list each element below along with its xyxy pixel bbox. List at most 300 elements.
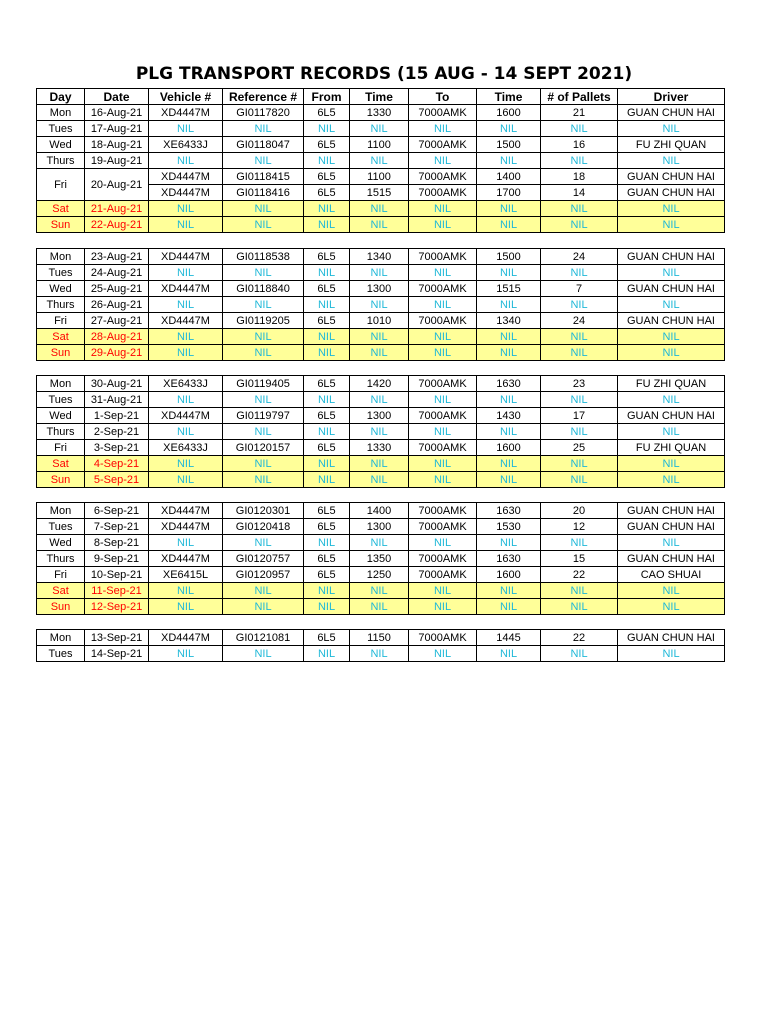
reference-cell: NIL — [223, 217, 304, 233]
time-in-cell: NIL — [477, 472, 541, 488]
time-in-cell: 1630 — [477, 503, 541, 519]
date-cell: 29-Aug-21 — [85, 345, 149, 361]
table-row — [37, 599, 725, 615]
day-cell: Thurs — [37, 297, 85, 313]
date-cell: 4-Sep-21 — [85, 456, 149, 472]
driver-cell: NIL — [618, 265, 725, 281]
vehicle-cell: XD4447M — [149, 169, 223, 185]
day-cell: Mon — [37, 376, 85, 392]
vehicle-cell: XD4447M — [149, 503, 223, 519]
date-cell: 5-Sep-21 — [85, 472, 149, 488]
date-cell: 24-Aug-21 — [85, 265, 149, 281]
reference-cell: GI0118538 — [223, 249, 304, 265]
driver-cell: NIL — [618, 329, 725, 345]
from-cell: 6L5 — [304, 169, 350, 185]
to-cell: NIL — [409, 201, 477, 217]
time-in-cell: 1340 — [477, 313, 541, 329]
pallets-cell: 12 — [541, 519, 618, 535]
header-date: Date — [85, 89, 149, 105]
table-row — [37, 105, 725, 121]
time-out-cell: 1330 — [350, 105, 409, 121]
vehicle-cell: XD4447M — [149, 630, 223, 646]
driver-cell: FU ZHI QUAN — [618, 137, 725, 153]
time-out-cell: NIL — [350, 583, 409, 599]
date-cell: 18-Aug-21 — [85, 137, 149, 153]
day-cell: Wed — [37, 408, 85, 424]
time-out-cell: NIL — [350, 646, 409, 662]
to-cell: NIL — [409, 121, 477, 137]
vehicle-cell: NIL — [149, 153, 223, 169]
driver-cell: NIL — [618, 153, 725, 169]
header-time-out: Time — [350, 89, 409, 105]
time-out-cell: 1420 — [350, 376, 409, 392]
time-out-cell: NIL — [350, 424, 409, 440]
driver-cell: GUAN CHUN HAI — [618, 551, 725, 567]
from-cell: 6L5 — [304, 376, 350, 392]
reference-cell: NIL — [223, 329, 304, 345]
from-cell: 6L5 — [304, 630, 350, 646]
from-cell: NIL — [304, 646, 350, 662]
driver-cell: NIL — [618, 456, 725, 472]
to-cell: 7000AMK — [409, 551, 477, 567]
to-cell: NIL — [409, 217, 477, 233]
pallets-cell: 23 — [541, 376, 618, 392]
driver-cell: NIL — [618, 472, 725, 488]
reference-cell: GI0121081 — [223, 630, 304, 646]
date-cell: 19-Aug-21 — [85, 153, 149, 169]
time-out-cell: 1300 — [350, 519, 409, 535]
time-in-cell: 1530 — [477, 519, 541, 535]
vehicle-cell: XD4447M — [149, 185, 223, 201]
to-cell: 7000AMK — [409, 185, 477, 201]
to-cell: NIL — [409, 583, 477, 599]
pallets-cell: 24 — [541, 313, 618, 329]
pallets-cell: NIL — [541, 265, 618, 281]
time-out-cell: 1330 — [350, 440, 409, 456]
table-row — [37, 392, 725, 408]
driver-cell: CAO SHUAI — [618, 567, 725, 583]
to-cell: NIL — [409, 456, 477, 472]
date-cell: 1-Sep-21 — [85, 408, 149, 424]
table-row — [37, 281, 725, 297]
day-cell: Sat — [37, 583, 85, 599]
day-cell: Sat — [37, 201, 85, 217]
pallets-cell: 14 — [541, 185, 618, 201]
table-row — [37, 376, 725, 392]
vehicle-cell: NIL — [149, 329, 223, 345]
vehicle-cell: NIL — [149, 265, 223, 281]
to-cell: 7000AMK — [409, 313, 477, 329]
date-cell: 3-Sep-21 — [85, 440, 149, 456]
time-out-cell: NIL — [350, 153, 409, 169]
from-cell: NIL — [304, 201, 350, 217]
from-cell: NIL — [304, 424, 350, 440]
pallets-cell: NIL — [541, 345, 618, 361]
header-row — [37, 89, 725, 105]
driver-cell: NIL — [618, 535, 725, 551]
reference-cell: GI0120301 — [223, 503, 304, 519]
day-cell: Mon — [37, 105, 85, 121]
to-cell: 7000AMK — [409, 408, 477, 424]
from-cell: NIL — [304, 599, 350, 615]
reference-cell: GI0119405 — [223, 376, 304, 392]
to-cell: NIL — [409, 472, 477, 488]
reference-cell: GI0117820 — [223, 105, 304, 121]
time-out-cell: 1515 — [350, 185, 409, 201]
driver-cell: GUAN CHUN HAI — [618, 249, 725, 265]
to-cell: NIL — [409, 599, 477, 615]
date-cell: 21-Aug-21 — [85, 201, 149, 217]
day-cell: Mon — [37, 249, 85, 265]
date-cell: 30-Aug-21 — [85, 376, 149, 392]
date-cell: 6-Sep-21 — [85, 503, 149, 519]
reference-cell: NIL — [223, 392, 304, 408]
time-in-cell: 1500 — [477, 249, 541, 265]
reference-cell: GI0118416 — [223, 185, 304, 201]
reference-cell: NIL — [223, 535, 304, 551]
page-title: PLG TRANSPORT RECORDS (15 AUG - 14 SEPT 2021) — [135, 64, 633, 84]
to-cell: NIL — [409, 265, 477, 281]
to-cell: 7000AMK — [409, 503, 477, 519]
date-cell: 28-Aug-21 — [85, 329, 149, 345]
to-cell: NIL — [409, 535, 477, 551]
to-cell: 7000AMK — [409, 519, 477, 535]
day-cell: Fri — [37, 313, 85, 329]
date-cell: 23-Aug-21 — [85, 249, 149, 265]
pallets-cell: NIL — [541, 297, 618, 313]
vehicle-cell: XE6433J — [149, 440, 223, 456]
date-cell: 26-Aug-21 — [85, 297, 149, 313]
time-out-cell: NIL — [350, 217, 409, 233]
from-cell: 6L5 — [304, 281, 350, 297]
table-row — [37, 297, 725, 313]
day-cell: Sun — [37, 472, 85, 488]
time-out-cell: 1300 — [350, 408, 409, 424]
time-out-cell: NIL — [350, 297, 409, 313]
vehicle-cell: NIL — [149, 599, 223, 615]
time-in-cell: 1400 — [477, 169, 541, 185]
table-row — [37, 201, 725, 217]
week-table — [36, 629, 725, 662]
pallets-cell: NIL — [541, 599, 618, 615]
day-cell: Tues — [37, 519, 85, 535]
date-cell: 11-Sep-21 — [85, 583, 149, 599]
date-cell: 12-Sep-21 — [85, 599, 149, 615]
driver-cell: NIL — [618, 583, 725, 599]
day-cell: Tues — [37, 265, 85, 281]
date-cell: 20-Aug-21 — [85, 169, 149, 201]
reference-cell: NIL — [223, 424, 304, 440]
vehicle-cell: XD4447M — [149, 249, 223, 265]
day-cell: Thurs — [37, 424, 85, 440]
day-cell: Thurs — [37, 551, 85, 567]
pallets-cell: NIL — [541, 121, 618, 137]
time-in-cell: NIL — [477, 646, 541, 662]
driver-cell: GUAN CHUN HAI — [618, 281, 725, 297]
pallets-cell: NIL — [541, 153, 618, 169]
table-row — [37, 217, 725, 233]
date-cell: 7-Sep-21 — [85, 519, 149, 535]
from-cell: 6L5 — [304, 519, 350, 535]
day-cell: Sun — [37, 599, 85, 615]
driver-cell: NIL — [618, 217, 725, 233]
to-cell: 7000AMK — [409, 376, 477, 392]
time-out-cell: 1100 — [350, 137, 409, 153]
date-cell: 17-Aug-21 — [85, 121, 149, 137]
day-cell: Wed — [37, 281, 85, 297]
time-in-cell: NIL — [477, 265, 541, 281]
header-time-in: Time — [477, 89, 541, 105]
vehicle-cell: NIL — [149, 456, 223, 472]
reference-cell: GI0120418 — [223, 519, 304, 535]
pallets-cell: 22 — [541, 630, 618, 646]
pallets-cell: NIL — [541, 217, 618, 233]
pallets-cell: NIL — [541, 535, 618, 551]
time-in-cell: NIL — [477, 153, 541, 169]
driver-cell: GUAN CHUN HAI — [618, 519, 725, 535]
time-out-cell: NIL — [350, 201, 409, 217]
vehicle-cell: XE6433J — [149, 376, 223, 392]
from-cell: NIL — [304, 392, 350, 408]
table-row — [37, 137, 725, 153]
driver-cell: GUAN CHUN HAI — [618, 630, 725, 646]
pallets-cell: 17 — [541, 408, 618, 424]
day-cell: Tues — [37, 646, 85, 662]
time-out-cell: NIL — [350, 329, 409, 345]
day-cell: Wed — [37, 137, 85, 153]
time-out-cell: NIL — [350, 265, 409, 281]
time-in-cell: NIL — [477, 535, 541, 551]
time-in-cell: NIL — [477, 345, 541, 361]
pallets-cell: 24 — [541, 249, 618, 265]
driver-cell: NIL — [618, 297, 725, 313]
from-cell: 6L5 — [304, 551, 350, 567]
vehicle-cell: XD4447M — [149, 105, 223, 121]
time-in-cell: NIL — [477, 121, 541, 137]
day-cell: Thurs — [37, 153, 85, 169]
time-out-cell: 1400 — [350, 503, 409, 519]
to-cell: NIL — [409, 329, 477, 345]
reference-cell: NIL — [223, 456, 304, 472]
to-cell: NIL — [409, 646, 477, 662]
time-in-cell: NIL — [477, 329, 541, 345]
time-out-cell: 1250 — [350, 567, 409, 583]
vehicle-cell: NIL — [149, 345, 223, 361]
table-row — [37, 153, 725, 169]
table-row — [37, 313, 725, 329]
from-cell: NIL — [304, 456, 350, 472]
reference-cell: NIL — [223, 646, 304, 662]
date-cell: 8-Sep-21 — [85, 535, 149, 551]
from-cell: 6L5 — [304, 408, 350, 424]
week-table — [36, 502, 725, 615]
table-row — [37, 456, 725, 472]
time-out-cell: NIL — [350, 121, 409, 137]
reference-cell: GI0120157 — [223, 440, 304, 456]
reference-cell: GI0118840 — [223, 281, 304, 297]
vehicle-cell: XD4447M — [149, 281, 223, 297]
week-table — [36, 88, 725, 233]
day-cell: Fri — [37, 567, 85, 583]
driver-cell: NIL — [618, 345, 725, 361]
day-cell: Fri — [37, 440, 85, 456]
day-cell: Mon — [37, 503, 85, 519]
day-cell: Tues — [37, 392, 85, 408]
reference-cell: GI0120957 — [223, 567, 304, 583]
vehicle-cell: XD4447M — [149, 408, 223, 424]
date-cell: 22-Aug-21 — [85, 217, 149, 233]
pallets-cell: 22 — [541, 567, 618, 583]
driver-cell: GUAN CHUN HAI — [618, 313, 725, 329]
reference-cell: NIL — [223, 583, 304, 599]
reference-cell: NIL — [223, 345, 304, 361]
header-to: To — [409, 89, 477, 105]
pallets-cell: 21 — [541, 105, 618, 121]
day-cell: Wed — [37, 535, 85, 551]
table-row — [37, 551, 725, 567]
time-in-cell: NIL — [477, 424, 541, 440]
date-cell: 27-Aug-21 — [85, 313, 149, 329]
from-cell: 6L5 — [304, 567, 350, 583]
to-cell: 7000AMK — [409, 567, 477, 583]
time-in-cell: 1445 — [477, 630, 541, 646]
reference-cell: GI0119797 — [223, 408, 304, 424]
from-cell: NIL — [304, 329, 350, 345]
driver-cell: GUAN CHUN HAI — [618, 105, 725, 121]
table-row — [37, 519, 725, 535]
date-cell: 2-Sep-21 — [85, 424, 149, 440]
table-row — [37, 472, 725, 488]
reference-cell: NIL — [223, 472, 304, 488]
day-cell: Mon — [37, 630, 85, 646]
to-cell: 7000AMK — [409, 105, 477, 121]
time-out-cell: 1300 — [350, 281, 409, 297]
driver-cell: NIL — [618, 121, 725, 137]
to-cell: 7000AMK — [409, 440, 477, 456]
table-row — [37, 535, 725, 551]
time-in-cell: NIL — [477, 392, 541, 408]
pallets-cell: 7 — [541, 281, 618, 297]
reference-cell: NIL — [223, 599, 304, 615]
table-row — [37, 265, 725, 281]
time-out-cell: NIL — [350, 456, 409, 472]
from-cell: NIL — [304, 121, 350, 137]
driver-cell: NIL — [618, 424, 725, 440]
table-row — [37, 121, 725, 137]
pallets-cell: NIL — [541, 456, 618, 472]
day-cell: Sat — [37, 456, 85, 472]
pallets-cell: NIL — [541, 424, 618, 440]
date-cell: 14-Sep-21 — [85, 646, 149, 662]
pallets-cell: 25 — [541, 440, 618, 456]
from-cell: NIL — [304, 265, 350, 281]
vehicle-cell: XE6415L — [149, 567, 223, 583]
from-cell: NIL — [304, 217, 350, 233]
table-row — [37, 503, 725, 519]
driver-cell: FU ZHI QUAN — [618, 440, 725, 456]
date-cell: 16-Aug-21 — [85, 105, 149, 121]
vehicle-cell: NIL — [149, 535, 223, 551]
driver-cell: GUAN CHUN HAI — [618, 169, 725, 185]
driver-cell: NIL — [618, 392, 725, 408]
time-out-cell: NIL — [350, 392, 409, 408]
from-cell: NIL — [304, 297, 350, 313]
to-cell: 7000AMK — [409, 281, 477, 297]
day-cell: Tues — [37, 121, 85, 137]
time-out-cell: 1100 — [350, 169, 409, 185]
vehicle-cell: XD4447M — [149, 551, 223, 567]
from-cell: 6L5 — [304, 503, 350, 519]
reference-cell: GI0118047 — [223, 137, 304, 153]
header-driver: Driver — [618, 89, 725, 105]
day-cell: Sun — [37, 217, 85, 233]
time-in-cell: 1600 — [477, 105, 541, 121]
time-out-cell: 1010 — [350, 313, 409, 329]
pallets-cell: NIL — [541, 201, 618, 217]
date-cell: 31-Aug-21 — [85, 392, 149, 408]
table-row — [37, 630, 725, 646]
driver-cell: GUAN CHUN HAI — [618, 408, 725, 424]
table-row — [37, 169, 725, 185]
vehicle-cell: NIL — [149, 424, 223, 440]
header-reference: Reference # — [223, 89, 304, 105]
day-cell: Sun — [37, 345, 85, 361]
vehicle-cell: NIL — [149, 392, 223, 408]
time-in-cell: 1630 — [477, 551, 541, 567]
from-cell: 6L5 — [304, 440, 350, 456]
reference-cell: NIL — [223, 297, 304, 313]
to-cell: 7000AMK — [409, 169, 477, 185]
time-out-cell: NIL — [350, 535, 409, 551]
reference-cell: NIL — [223, 265, 304, 281]
reference-cell: NIL — [223, 121, 304, 137]
to-cell: NIL — [409, 345, 477, 361]
table-row — [37, 345, 725, 361]
pallets-cell: 16 — [541, 137, 618, 153]
vehicle-cell: XE6433J — [149, 137, 223, 153]
driver-cell: GUAN CHUN HAI — [618, 503, 725, 519]
date-cell: 25-Aug-21 — [85, 281, 149, 297]
from-cell: 6L5 — [304, 105, 350, 121]
vehicle-cell: NIL — [149, 121, 223, 137]
to-cell: 7000AMK — [409, 630, 477, 646]
time-in-cell: 1600 — [477, 567, 541, 583]
time-in-cell: NIL — [477, 599, 541, 615]
pallets-cell: NIL — [541, 583, 618, 599]
from-cell: NIL — [304, 345, 350, 361]
to-cell: 7000AMK — [409, 137, 477, 153]
vehicle-cell: NIL — [149, 201, 223, 217]
to-cell: NIL — [409, 424, 477, 440]
date-cell: 13-Sep-21 — [85, 630, 149, 646]
vehicle-cell: NIL — [149, 217, 223, 233]
week-table — [36, 375, 725, 488]
time-in-cell: NIL — [477, 456, 541, 472]
time-out-cell: 1350 — [350, 551, 409, 567]
time-out-cell: NIL — [350, 599, 409, 615]
table-row — [37, 567, 725, 583]
time-in-cell: NIL — [477, 297, 541, 313]
reference-cell: GI0119205 — [223, 313, 304, 329]
table-row — [37, 249, 725, 265]
reference-cell: NIL — [223, 201, 304, 217]
vehicle-cell: XD4447M — [149, 313, 223, 329]
table-row — [37, 583, 725, 599]
time-out-cell: NIL — [350, 472, 409, 488]
time-in-cell: 1700 — [477, 185, 541, 201]
from-cell: NIL — [304, 153, 350, 169]
table-row — [37, 329, 725, 345]
